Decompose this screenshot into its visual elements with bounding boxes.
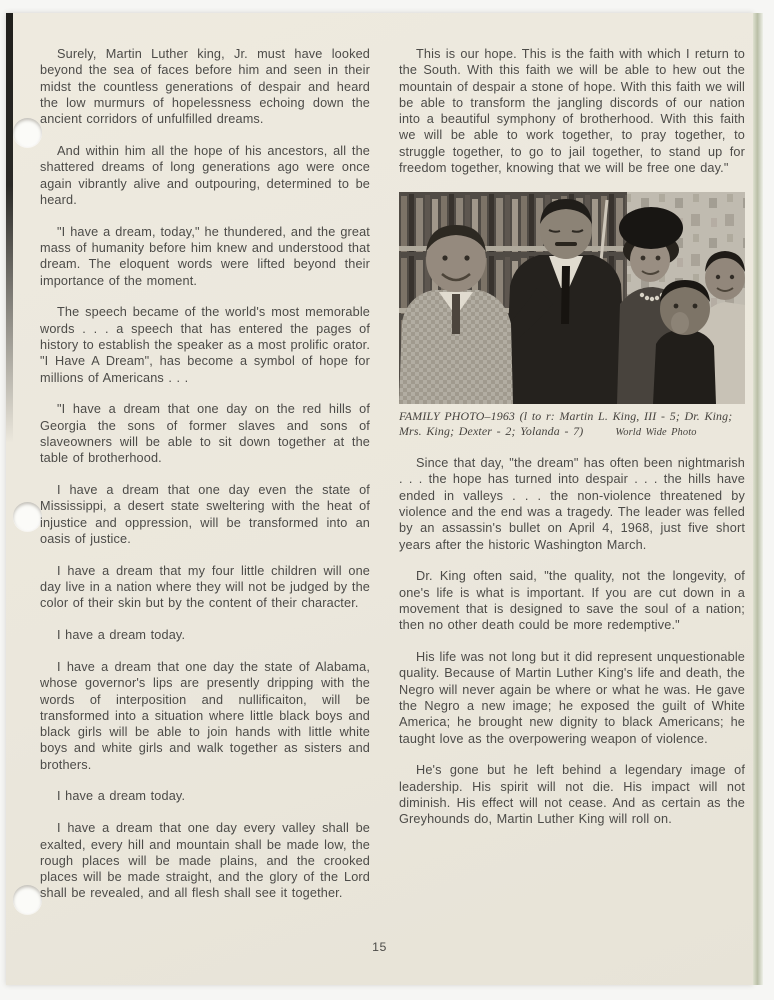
photo-caption-text: FAMILY PHOTO–1963 (l to r: Martin L. King, III - 5; Dr. King; Mrs. King; Dexter - 2; Yolanda - 7) (399, 408, 733, 439)
paragraph: "I have a dream, today," he thundered, and the great mass of humanity before him knew and understood that dream. The eloquent words were lifted beyond their importance of the moment. (40, 224, 370, 288)
paragraph: And within him all the hope of his ancestors, all the shattered dreams of long generations ago were once again vibrantly alive and outpouring, determined to be heard. (40, 143, 370, 207)
page-right-edge (753, 13, 763, 985)
family-photo (399, 192, 745, 404)
paragraph: I have a dream that one day every valley shall be exalted, every hill and mountain shall be made low, the rough places will be made plains, and the crooked places will be made straight, and the glory of the Lord shall be revealed, and all flesh shall see it together. (40, 821, 370, 901)
hole-punch (13, 885, 42, 914)
page-number: 15 (372, 940, 387, 954)
paragraph: He's gone but he left behind a legendary image of leadership. His spirit will not die. His impact will not diminish. His effect will not cease. And as certain as the Greyhounds do, Martin Luther King will roll on. (399, 763, 745, 827)
binding-gutter-shadow (6, 13, 13, 443)
paragraph: Since that day, "the dream" has often been nightmarish . . . the hope has turned into despair . . . the hills have ended in valleys . . . the non-violence threatened by violence and the end was a tragedy. The leader was felled by an assassin's bullet on April 4, 1968, just five short years after the historic Washington March. (399, 456, 745, 552)
hole-punch (13, 502, 42, 531)
paragraph: I have a dream that my four little children will one day live in a nation where they will not be judged by the color of their skin but by the content of their character. (40, 563, 370, 611)
paragraph: The speech became of the world's most memorable words . . . a speech that has entered the pages of history to establish the speaker as a most prolific orator. "I Have A Dream", has become a symbol of hope for millions of Americans . . . (40, 305, 370, 385)
paragraph: I have a dream today. (57, 628, 186, 643)
hole-punch (13, 118, 42, 147)
left-column (40, 46, 370, 917)
paragraph: I have a dream today. (57, 789, 186, 804)
page (6, 13, 753, 985)
paragraph: His life was not long but it did represent unquestionable quality. Because of Martin Luther King's life and death, the Negro will never again be where or what he was. He gave the Negro a new image; he exposed the guilt of White America; he brought new dignity to black Americans; he taught love as the overpowering weapon of violence. (399, 650, 745, 746)
photo-caption (399, 409, 745, 441)
paragraph: This is our hope. This is the faith with which I return to the South. With this faith we will be able to hew out the mountain of despair a stone of hope. With this faith we will be able to transform the jangling discords of our nation into a beautiful symphony of brotherhood. With this faith we will be able to work together, to pray together, to struggle together, to go to jail together, to stand up for freedom together, knowing that we will be free one day." (399, 47, 745, 176)
paragraph: Dr. King often said, "the quality, not the longevity, of one's life is what is important. If you are cut down in a movement that is designed to save the soul of a nation; then no other death could be more redemptive." (399, 569, 745, 633)
paragraph: "I have a dream that one day on the red hills of Georgia the sons of former slaves and sons of slaveowners will be able to sit down together at the table of brotherhood. (40, 402, 370, 466)
right-column (399, 46, 745, 843)
paragraph: Surely, Martin Luther king, Jr. must have looked beyond the sea of faces before him and seen in their midst the countless generations of despair and heard the low murmurs of hopelessness echoing down the ancient corridors of unfulfilled dreams. (40, 47, 370, 127)
paragraph: I have a dream that one day even the state of Mississippi, a desert state sweltering with the heat of injustice and oppression, will be transformed into an oasis of justice. (40, 483, 370, 546)
photo-credit: World Wide Photo (615, 427, 697, 439)
paragraph: I have a dream that one day the state of Alabama, whose governor's lips are presently dripping with the words of interposition and nullificaiton, will be transformed into a situation where little black boys and black girls will be able to join hands with little white boys and white girls and walk together as sisters and brothers. (40, 659, 370, 772)
